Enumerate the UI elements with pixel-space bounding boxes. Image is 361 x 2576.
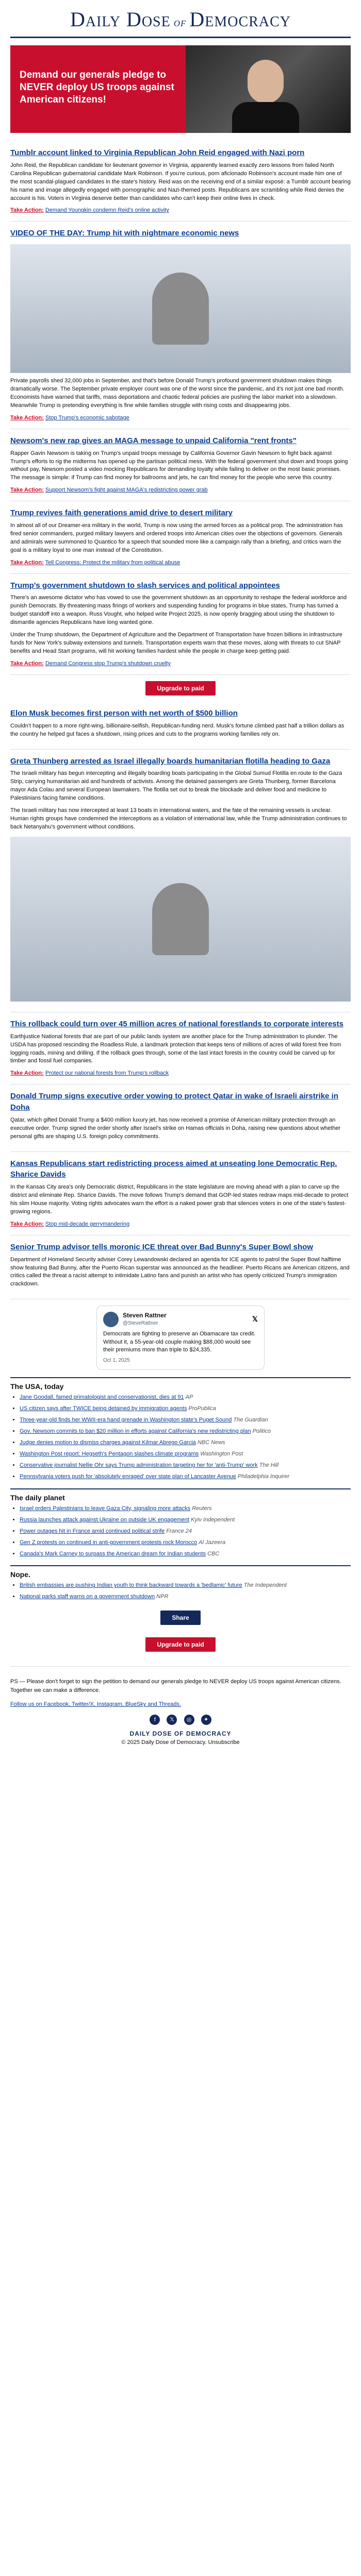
story-paragraph: Private payrolls shed 32,000 jobs in September, and that's before Donald Trump's profound government shutdown makes things dramatically worse. The September private employer count was one of the worst since the pandemic, and it's not just one bad month. Economists have warned that tariffs, mass deportations and chaotic federal policies are pushing the labor market into a slowdown. Meanwhile Trump is pretending everything is fine while families struggle with rising costs and disappearing jobs. xyxy=(10,378,344,409)
brief-source: Philadelphia Inquirer xyxy=(237,1473,290,1480)
story xyxy=(10,750,351,1012)
brief-list xyxy=(10,1394,351,1481)
brief-link[interactable]: Three-year-old finds her WWII-era hand grenade in Washington state's Puget Sound xyxy=(20,1417,232,1423)
bluesky-icon[interactable]: ✦ xyxy=(201,1715,211,1725)
story-paragraph: Rapper Gavin Newsom is taking on Trump's unpaid troops message by California Governor Gavin Newsom to fight back against Trump's efforts to rig the midterms has opened up the partisan political mess. With the federal government shut down and troops going without pay, Newsom posted a video mocking Republicans for demanding loyalty while failing to deliver on the most basic promises. The message is simple: if Trump can find money for ballrooms and jets, he can find money for the people who serve this country. xyxy=(10,450,348,481)
footer-social-links xyxy=(10,1700,351,1709)
story-headline[interactable]: VIDEO OF THE DAY: Trump hit with nightmare economic news xyxy=(10,229,239,238)
story-paragraph: John Reid, the Republican candidate for lieutenant governor in Virginia, apparently learned exactly zero lessons from failed North Carolina Republican gubernatorial candidate Mark Robinson. If you're curious, porn aficionado Robinson's account made him one of the most scandal-plagued candidates in the state's history. Reid was on the receiving end of a similar exposé: a Tumblr account bearing his name and image allegedly engaged with pornographic and Nazi-themed posts. Republicans are scrambling while Reid denies the account is his. Voters in Virginia deserve better than candidates who can't keep their online lives in check. xyxy=(10,162,351,201)
list-item xyxy=(20,1394,351,1402)
brief-link[interactable]: US citizen says after TWICE being detained by immigration agents xyxy=(20,1405,187,1412)
story-paragraph: The Israeli military has begun intercepting and illegally boarding boats participating in the Global Sumud Flotilla en route to the Gaza Strip, carrying humanitarian aid and hundreds of activists. Among the detained passengers are Greta Thunberg, former Barcelona mayor Ada Colau and several European lawmakers. The flotilla set out to break the blockade and deliver food and medicine to Palestinians facing famine conditions. xyxy=(10,770,342,802)
x-logo-icon: 𝕏 xyxy=(252,1314,258,1323)
brief-list xyxy=(10,1505,351,1558)
list-item xyxy=(20,1505,351,1513)
logo-right: Democracy xyxy=(189,8,291,31)
list-item xyxy=(20,1450,351,1459)
brief-link[interactable]: Russia launches attack against Ukraine on outside UK engagement xyxy=(20,1516,189,1523)
section-usa xyxy=(10,1377,351,1481)
x-icon[interactable]: 𝕏 xyxy=(167,1715,177,1725)
share-row xyxy=(10,1604,351,1631)
avatar xyxy=(103,1312,119,1327)
story-photo xyxy=(10,837,351,1002)
story-headline[interactable]: Senior Trump advisor tells moronic ICE threat over Bad Bunny's Super Bowl show xyxy=(10,1242,314,1251)
take-action-link[interactable]: Protect our national forests from Trump's rollback xyxy=(45,1070,169,1077)
story xyxy=(10,222,351,429)
list-item xyxy=(20,1428,351,1436)
brief-source: AP xyxy=(185,1394,193,1401)
take-action xyxy=(10,1070,351,1078)
story xyxy=(10,1084,351,1151)
brief-link[interactable]: Judge denies motion to dismiss charges against Kilmar Abrego Garcia xyxy=(20,1439,196,1446)
instagram-icon[interactable]: ◎ xyxy=(184,1715,194,1725)
story xyxy=(10,501,351,573)
embedded-tweet[interactable] xyxy=(96,1306,265,1370)
list-item xyxy=(20,1528,351,1536)
story-photo-figure xyxy=(152,883,209,955)
list-item xyxy=(20,1539,351,1547)
brief-list xyxy=(10,1582,351,1601)
story-headline[interactable]: This rollback could turn over 45 million acres of national forestlands to corporate interests xyxy=(10,1019,343,1028)
take-action-link[interactable]: Stop mid-decade gerrymandering xyxy=(45,1221,130,1227)
story-headline[interactable]: Newsom's new rap gives an MAGA message to unpaid California "rent fronts" xyxy=(10,436,297,445)
share-button[interactable]: Share xyxy=(160,1611,200,1625)
masthead xyxy=(10,0,351,38)
banner-photo xyxy=(186,45,351,133)
take-action-link[interactable]: Demand Youngkin condemn Reid's online activity xyxy=(45,207,169,214)
tweet-author-handle: @SteveRattner xyxy=(123,1320,158,1327)
story-headline[interactable]: Trump revives faith generations amid drive to desert military xyxy=(10,509,233,518)
list-item xyxy=(20,1582,351,1590)
story xyxy=(10,702,351,750)
brief-link[interactable]: British embassies are pushing Indian youth to think backward towards a 'bedlamic' future xyxy=(20,1582,242,1589)
story xyxy=(10,574,351,675)
take-action xyxy=(10,207,351,215)
brief-source: ProPublica xyxy=(188,1405,216,1412)
brief-link[interactable]: Pennsylvania voters push for 'absolutely enraged' over state plan of Lancaster Avenue xyxy=(20,1473,236,1480)
story-paragraph: In the Kansas City area's only Democratic district, Republicans in the state legislature are moving ahead with a plan to carve up the district and eliminate Rep. Sharice Davids. The move follows Trump's demand that GOP-led states redraw maps mid-decade to protect his slim House majority. Voting rights advocates warn the effort is a naked power grab that silences voters in one of the state's fastest-growing regions. xyxy=(10,1184,349,1215)
story-paragraph: There's an awesome dictator who has vowed to use the government shutdown as an opportunity to reshape the federal workforce and punish Democrats. By threatening mass firings of workers and suspending funding for programs in blue states, Trump has turned a budget standoff into a weapon. Russ Vought, who helped write Project 2025, is now openly bragging about using the shutdown to dismantle agencies Republicans have long wanted gone. xyxy=(10,595,347,626)
list-item xyxy=(20,1405,351,1413)
tweet-author xyxy=(123,1311,167,1327)
logo-of: of xyxy=(173,16,187,29)
story xyxy=(10,1012,351,1084)
tweet-author-name: Steven Rattner xyxy=(123,1312,167,1319)
story-paragraph: Under the Trump shutdown, the Department of Agriculture and the Department of Transportation have frozen billions in infrastructure funds for New York's subway extensions and tunnels. Transportation experts warn that these moves, along with threats to cut SNAP benefits and Head Start programs, will hit working families hardest while the people in charge keep getting paid. xyxy=(10,632,342,655)
story-headline[interactable]: Trump's government shutdown to slash services and political appointees xyxy=(10,581,280,590)
story-headline[interactable]: Donald Trump signs executive order vowing to protect Qatar in wake of Israeli airstrike in Doha xyxy=(10,1092,339,1112)
story-paragraph: Earthjustice National forests that are part of our public lands system are another place for the Trump administration to plunder. The USDA has proposed rescinding the Roadless Rule, a landmark protection that keeps tens of millions of acres of wild forest free from logging roads, mining and drilling. If the rollback goes through, some of the last intact forests in the country could be carved up for timber and fossil fuel companies. xyxy=(10,1033,341,1064)
brief-link[interactable]: Power outages hit in France amid continued political strife xyxy=(20,1528,165,1534)
section-title: The USA, today xyxy=(10,1377,351,1391)
take-action-label[interactable]: Take Action: xyxy=(10,207,44,214)
story-headline[interactable]: Greta Thunberg arrested as Israel illegally boards humanitarian flotilla heading to Gaza xyxy=(10,756,331,766)
footer-copyright[interactable]: © 2025 Daily Dose of Democracy. Unsubscribe xyxy=(121,1739,240,1745)
take-action xyxy=(10,1221,351,1229)
take-action xyxy=(10,414,351,422)
brief-source: The Guardian xyxy=(233,1417,268,1423)
brief-link[interactable]: Jane Goodall, famed primatologist and conservationist, dies at 91 xyxy=(20,1394,184,1401)
story-paragraph: Qatar, which gifted Donald Trump a $400 million luxury jet, has now received a promise of American military protection through an executive order. Trump signed the order shortly after Israel's strike on Hamas officials in Doha, raising new questions about whether personal gifts are shaping U.S. foreign policy commitments. xyxy=(10,1116,341,1140)
banner-text: Demand our generals pledge to NEVER deploy US troops against American citizens! xyxy=(20,70,174,105)
main-content xyxy=(0,141,361,1658)
list-item xyxy=(20,1473,351,1481)
footer-emblem-wrap xyxy=(10,1729,351,1747)
take-action xyxy=(10,559,351,567)
brief-link[interactable]: Canada's Mark Carney to surpass the American dream for Indian students xyxy=(20,1550,206,1557)
brief-source: The Hill xyxy=(259,1462,279,1468)
brief-link[interactable]: Washington Post report: Hegseth's Pentagon slashes climate programs xyxy=(20,1450,199,1457)
tweet-body: Democrats are fighting to preserve an Obamacare tax credit. Without it, a 55-year-old couple making $88,000 would see their premiums more than triple to $24,335. xyxy=(103,1331,256,1353)
banner-photo-suit xyxy=(232,102,299,133)
upgrade-button[interactable]: Upgrade to paid xyxy=(145,681,215,696)
brief-link[interactable]: Israel orders Palestinians to leave Gaza City, signaling more attacks xyxy=(20,1505,191,1512)
section-title: Nope. xyxy=(10,1565,351,1579)
take-action-label[interactable]: Take Action: xyxy=(10,660,44,667)
list-item xyxy=(20,1439,351,1447)
take-action-link[interactable]: Stop Trump's economic sabotage xyxy=(45,414,129,421)
story-headline[interactable]: Kansas Republicans start redistricting process aimed at unseating lone Democratic Rep. Sharice Davids xyxy=(10,1159,337,1179)
video-thumbnail-figure xyxy=(152,273,209,345)
brief-source: NBC News xyxy=(197,1439,225,1446)
petition-banner[interactable] xyxy=(10,45,351,133)
tweet-date: Oct 1, 2025 xyxy=(103,1358,130,1364)
take-action-label[interactable]: Take Action: xyxy=(10,1070,44,1077)
video-thumbnail[interactable] xyxy=(10,244,351,373)
brief-link[interactable]: Gen Z protests on continued in anti-government protests rock Morocco xyxy=(20,1539,198,1546)
upgrade-button[interactable]: Upgrade to paid xyxy=(145,1637,215,1652)
story xyxy=(10,1235,351,1300)
brief-source: Kyiv Independent xyxy=(191,1516,235,1523)
list-item xyxy=(20,1516,351,1524)
banner-photo-head xyxy=(248,60,284,104)
take-action-label[interactable]: Take Action: xyxy=(10,559,44,566)
upgrade-row-2 xyxy=(10,1631,351,1658)
take-action-link[interactable]: Tell Congress: Protect the military from political abuse xyxy=(45,559,180,566)
story-headline[interactable]: Elon Musk becomes first person with net worth of $500 billion xyxy=(10,708,238,718)
story xyxy=(10,1152,351,1235)
brief-source: Al Jazeera xyxy=(199,1539,226,1546)
footer xyxy=(10,1666,351,1747)
story xyxy=(10,141,351,222)
footer-ps: PS — Please don't forget to sign the petition to demand our generals pledge to NEVER deploy US troops against American citizens. Together we can make a difference. xyxy=(10,1679,341,1693)
story-paragraph: Department of Homeland Security adviser Corey Lewandowski declared an agenda for ICE agents to patrol the Super Bowl halftime show featuring Bad Bunny, after the Puerto Rican superstar was announced as the headliner. Puerto Ricans are American citizens, and critics called the threat a racist attempt to intimidate Latino fans and punish an artist who has openly criticized Trump's immigration crackdown. xyxy=(10,1256,350,1287)
story xyxy=(10,429,351,501)
logo-left: Daily Dose xyxy=(70,8,171,31)
take-action-label[interactable]: Take Action: xyxy=(10,1221,44,1227)
take-action-link[interactable]: Demand Congress stop Trump's shutdown cruelty xyxy=(45,660,171,667)
brief-link[interactable]: Gov. Newsom commits to ban $20 million in efforts against California's new redistricting plan xyxy=(20,1428,251,1435)
facebook-icon[interactable]: f xyxy=(150,1715,160,1725)
brief-source: Reuters xyxy=(192,1505,212,1512)
brief-link[interactable]: Conservative journalist Nellie Ohr says Trump administration targeting her for 'anti-Trump' work xyxy=(20,1462,258,1468)
brief-source: NPR xyxy=(156,1594,169,1600)
take-action-label[interactable]: Take Action: xyxy=(10,487,44,494)
brief-source: CBC xyxy=(207,1550,220,1557)
take-action-link[interactable]: Support Newsom's fight against MAGA's redistricting power grab xyxy=(45,487,208,494)
brief-source: Washington Post xyxy=(200,1450,243,1457)
upgrade-row xyxy=(10,675,351,702)
brief-source: France 24 xyxy=(166,1528,192,1534)
brief-source: The Independent xyxy=(243,1582,287,1589)
section-nope xyxy=(10,1565,351,1601)
footer-emblem: DAILY DOSE OF DEMOCRACY xyxy=(129,1730,232,1737)
story-paragraph: In almost all of our Dreamer-era military in the world, Trump is now using the armed forces as a political prop. The administration has fired senior commanders, purged military lawyers and ordered troops into American cities over the objections of governors. Generals and admirals were summoned to Quantico for a speech that sounded more like a campaign rally than a briefing, and critics warn the goal is a military loyal to one man instead of the Constitution. xyxy=(10,522,343,553)
list-item xyxy=(20,1550,351,1558)
take-action-label[interactable]: Take Action: xyxy=(10,414,44,421)
list-item xyxy=(20,1416,351,1425)
social-icons xyxy=(10,1715,351,1725)
story-headline[interactable]: Tumblr account linked to Virginia Republican John Reid engaged with Nazi porn xyxy=(10,148,305,157)
take-action xyxy=(10,660,351,668)
take-action xyxy=(10,486,351,495)
footer-links[interactable]: Follow us on Facebook, Twitter/X, Instagram, BlueSky and Threads. xyxy=(10,1701,181,1708)
list-item xyxy=(20,1593,351,1601)
list-item xyxy=(20,1462,351,1470)
section-title: The daily planet xyxy=(10,1488,351,1502)
site-logo[interactable] xyxy=(10,7,351,31)
tweet-header xyxy=(103,1311,258,1327)
story-paragraph: Couldn't happen to a more right-wing, billionaire-selfish, Republican-funding nerd. Musk's fortune climbed past half a trillion dollars as the country he helped gut faces a shutdown, rising prices and cuts to the programs working families rely on. xyxy=(10,722,344,737)
brief-link[interactable]: National parks staff warns on a government shutdown xyxy=(20,1594,155,1600)
section-world xyxy=(10,1488,351,1558)
brief-source: Politico xyxy=(252,1428,271,1435)
story-paragraph: The Israeli military has now intercepted at least 13 boats in international waters, and the fate of the remaining vessels is unclear. Human rights groups have condemned the interceptions as a violation of international law, while the Trump administration continues to back Netanyahu's government without conditions. xyxy=(10,807,347,830)
